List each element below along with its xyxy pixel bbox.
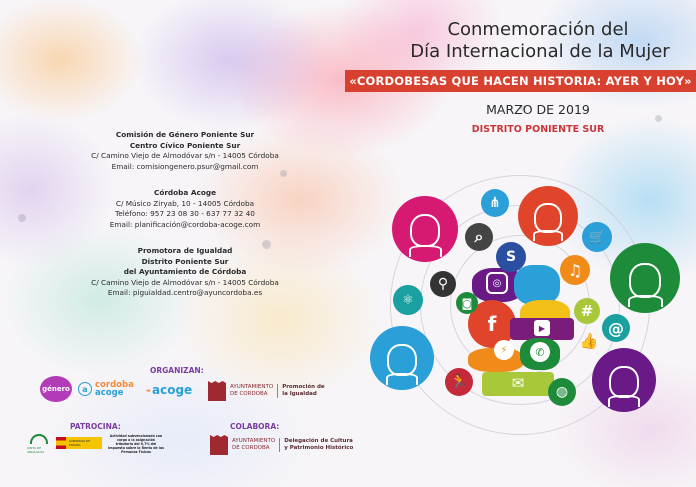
logo-text: Delegación de Cultura	[284, 438, 353, 444]
ayto-name	[230, 384, 278, 398]
camera-icon: ◙	[456, 292, 478, 314]
woman-avatar-blue	[370, 326, 434, 390]
cordoba-acoge-icon: a	[78, 382, 92, 396]
logo-text: AYUNTAMIENTO	[230, 384, 274, 390]
logo-text: DE CORDOBA	[230, 391, 268, 397]
contact-phone: Teléfono: 957 23 08 30 - 637 77 32 40	[115, 209, 255, 218]
patrocina-label: PATROCINA:	[70, 422, 121, 431]
logo-text: JUNTA DE ANDALUCIA	[27, 446, 45, 454]
contacts-section	[60, 130, 310, 315]
logo-junta-andalucia	[27, 434, 51, 454]
facebook-icon: f	[468, 300, 516, 348]
instagram-icon: ◎	[486, 272, 508, 294]
title-line-1: Conmemoración del	[447, 19, 629, 40]
logo-text: GOBIERNO DE ESPAÑA	[68, 439, 91, 447]
logo-text: acoge	[151, 383, 193, 397]
contact-email: Email: planificación@cordoba-acoge.com	[109, 219, 261, 229]
hashtag-icon: #	[574, 298, 600, 324]
ayto-department	[284, 438, 353, 452]
running-icon: 🏃	[445, 368, 473, 396]
logo-text: DE CORDOBA	[232, 445, 270, 451]
junta-arc-icon	[30, 434, 48, 444]
youtube-icon: ▶	[534, 320, 550, 336]
contact-line: Córdoba Acoge	[153, 188, 217, 197]
contact-line: del Ayuntamiento de Córdoba	[123, 267, 247, 276]
phone-icon: ✆	[530, 342, 550, 362]
body-icon	[533, 230, 563, 241]
share-network-icon: ⋔	[481, 189, 509, 217]
decor-dot	[18, 214, 26, 222]
like-icon: 👍	[579, 332, 599, 350]
logo-ayuntamiento-igualdad	[208, 381, 325, 401]
body-icon	[608, 395, 640, 407]
head-icon	[629, 263, 661, 298]
contact-email: Email: comisiongenero.psur@gmail.com	[111, 161, 259, 171]
body-icon	[409, 245, 442, 257]
contact-address: C/ Camino Viejo de Almodóvar s/n - 14005 Córdoba	[91, 277, 279, 287]
dash-icon: -	[146, 383, 151, 397]
ayto-name	[232, 438, 280, 452]
logo-cordoba-acoge	[78, 381, 134, 397]
contact-comision-genero	[60, 130, 310, 172]
cart-icon: 🛒	[582, 222, 612, 252]
woman-avatar-magenta	[392, 196, 458, 262]
contact-promotora-igualdad	[60, 246, 310, 299]
head-icon	[534, 203, 562, 233]
logo-text: acoge	[95, 388, 124, 398]
skype-icon: S	[496, 242, 526, 272]
district-name: DISTRITO PONIENTE SUR	[471, 124, 605, 135]
contact-address: C/ Camino Viejo de Almodóvar s/n - 14005 Córdoba	[91, 151, 279, 160]
logo-text: AYUNTAMIENTO	[232, 438, 276, 444]
logo-text: la Igualdad	[282, 391, 317, 397]
woman-avatar-purple	[592, 348, 656, 412]
logo-comision-genero	[40, 376, 72, 402]
logo-gobierno-espana	[56, 437, 102, 449]
twitter-cloud	[514, 265, 560, 305]
head-icon	[387, 344, 416, 376]
apple-icon: ◍	[548, 378, 576, 406]
crest-icon	[208, 381, 226, 401]
contact-line: Comisión de Género Poniente Sur	[115, 130, 255, 139]
logo-text: cordoba	[95, 380, 134, 390]
colabora-label: COLABORA:	[230, 422, 280, 431]
event-date: MARZO DE 2019	[486, 102, 590, 117]
contact-cordoba-acoge	[60, 188, 310, 230]
search-icon: ⌕	[465, 223, 493, 251]
contact-line: Promotora de Igualdad	[137, 246, 233, 255]
location-pin-icon: ⚲	[430, 271, 456, 297]
crest-icon	[210, 435, 228, 455]
logo-text: Promoción de	[282, 384, 325, 390]
messenger-icon: ⚡	[494, 340, 514, 360]
contact-address: C/ Músico Ziryab, 10 - 14005 Córdoba	[115, 198, 255, 208]
woman-avatar-orange	[518, 186, 578, 246]
logo-acoge	[146, 383, 192, 397]
irpf-notice: Actividad subvencionada con cargo a la asignación tributaria del 0,7% del Impuesto sobre la Renta de las Personas Físicas	[108, 434, 164, 454]
title-line-2: Día Internacional de la Mujer	[410, 41, 670, 62]
logo-ayuntamiento-cultura	[210, 435, 353, 455]
music-icon: ♫	[560, 255, 590, 285]
mail-icon: ✉	[511, 374, 525, 392]
body-icon	[628, 295, 663, 308]
logo-text: género	[42, 385, 70, 393]
head-icon	[410, 214, 440, 247]
logo-text: y Patrimonio Histórico	[284, 445, 354, 451]
atom-icon: ⚛	[393, 285, 423, 315]
organizan-label: ORGANIZAN:	[150, 366, 204, 375]
flag-icon	[56, 437, 66, 449]
contact-line: Distrito Poniente Sur	[141, 256, 229, 266]
head-icon	[609, 366, 638, 398]
cordoba-acoge-text	[95, 381, 134, 397]
event-banner: «CORDOBESAS QUE HACEN HISTORIA: AYER Y HOY»	[345, 70, 696, 92]
contact-line: Centro Cívico Poniente Sur	[129, 140, 241, 150]
at-sign-icon: @	[602, 314, 630, 342]
ayto-department	[282, 384, 324, 398]
contact-email: Email: piguialdad.centro@ayuncordoba.es	[107, 288, 263, 297]
woman-avatar-green	[610, 243, 680, 313]
body-icon	[386, 373, 418, 385]
